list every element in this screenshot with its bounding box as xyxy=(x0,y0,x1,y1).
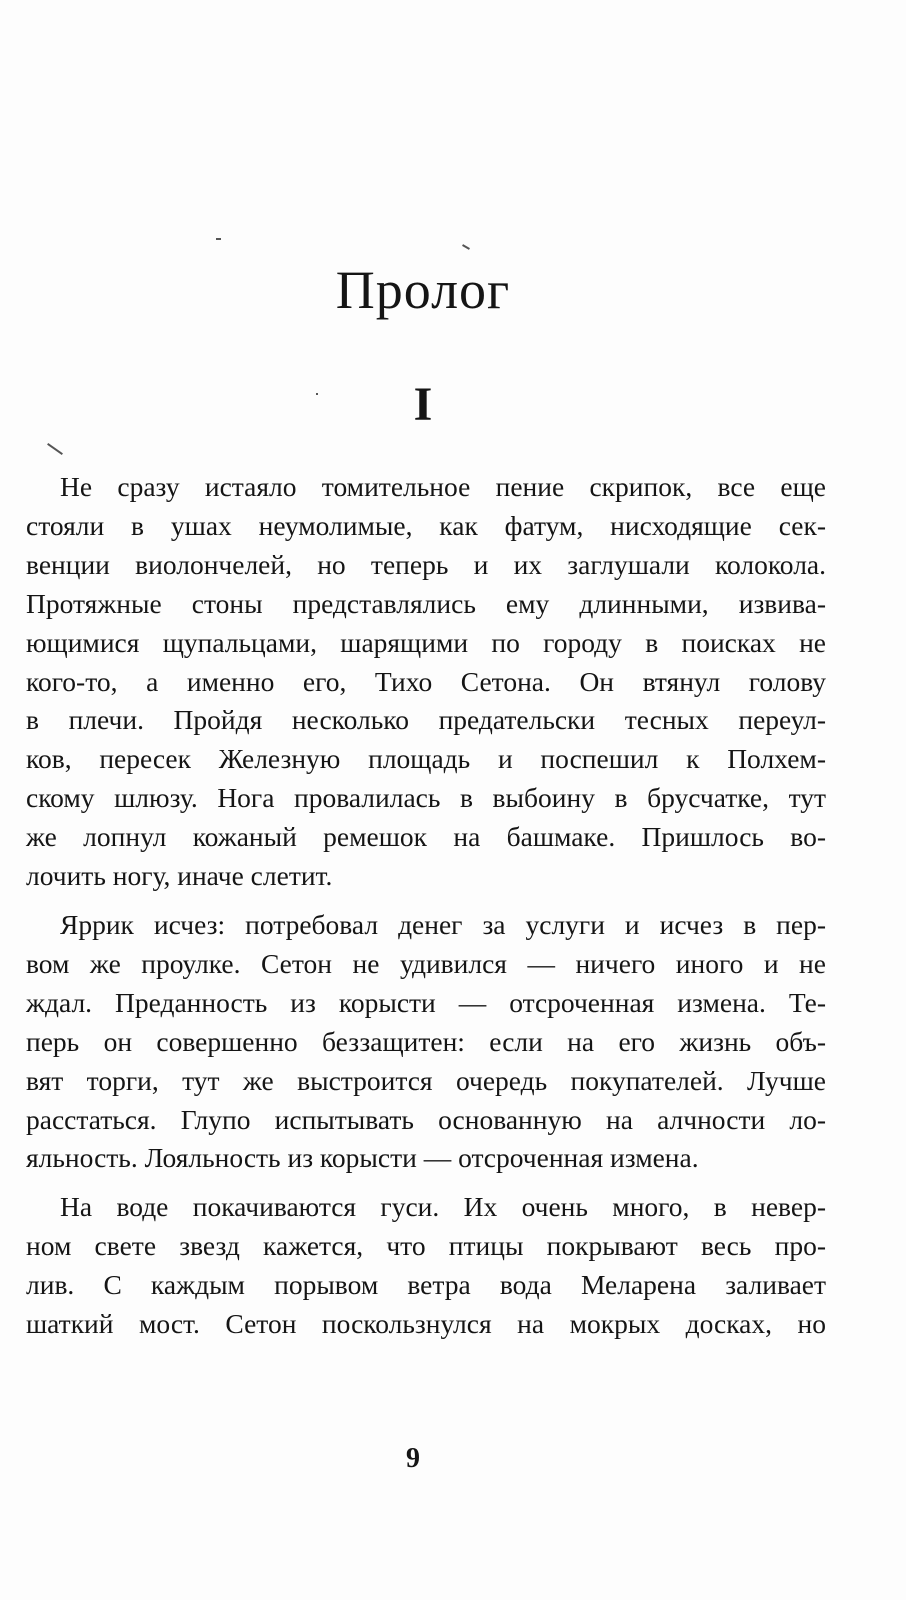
text-line: Протяжные стоны представлялись ему длинными, извива- xyxy=(26,587,826,619)
text-line: вом же проулке. Сетон не удивился — ничего иного и не xyxy=(26,947,826,979)
text-line: стояли в ушах неумолимые, как фатум, нисходящие сек- xyxy=(26,509,826,541)
text-line: ющимися щупальцами, шарящими по городу в поисках не xyxy=(26,626,826,658)
text-line: На воде покачиваются гуси. Их очень много, в невер- xyxy=(60,1191,826,1223)
scan-speck xyxy=(47,443,63,455)
page-number: 9 xyxy=(406,1443,420,1474)
paragraph xyxy=(26,1188,826,1344)
section-number: I xyxy=(413,378,433,431)
text-line: ков, пересек Железную площадь и поспешил к Полхем- xyxy=(26,743,826,775)
text-line: ном свете звезд кажется, что птицы покрывают весь про- xyxy=(26,1230,826,1262)
text-line: шаткий мост. Сетон поскользнулся на мокрых досках, но xyxy=(26,1308,826,1340)
text-line: в плечи. Пройдя несколько предательски тесных переул- xyxy=(26,704,826,736)
text-line: Не сразу истаяло томительное пение скрипок, все еще xyxy=(60,471,826,502)
text-line: лив. С каждым порывом ветра вода Меларена заливает xyxy=(26,1269,826,1301)
paragraph xyxy=(26,468,826,896)
text-line: Яррик исчез: потребовал денег за услуги и исчез в пер- xyxy=(60,908,826,940)
text-line: лочить ногу, иначе слетит. xyxy=(26,860,333,892)
text-line: же лопнул кожаный ремешок на башмаке. Пришлось во- xyxy=(26,821,826,853)
chapter-title: Пролог xyxy=(335,260,511,320)
text-line: венции виолончелей, но теперь и их заглушали колокола. xyxy=(26,548,826,580)
body-text xyxy=(26,468,826,1354)
paragraph xyxy=(26,906,826,1178)
text-line: ждал. Преданность из корысти — отсроченная измена. Те- xyxy=(26,986,826,1018)
text-line: яльность. Лояльность из корысти — отсроченная измена. xyxy=(26,1142,699,1174)
scan-speck xyxy=(462,244,470,250)
text-line: вят торги, тут же выстроится очередь покупателей. Лучше xyxy=(26,1064,826,1096)
text-line: скому шлюзу. Нога провалилась в выбоину в брусчатке, тут xyxy=(26,782,826,814)
text-line: кого-то, а именно его, Тихо Сетона. Он втянул голову xyxy=(26,665,826,697)
scan-speck xyxy=(216,238,221,240)
text-line: перь он совершенно беззащитен: если на его жизнь объ- xyxy=(26,1025,826,1057)
text-line: расстаться. Глупо испытывать основанную на алчности ло- xyxy=(26,1103,826,1135)
